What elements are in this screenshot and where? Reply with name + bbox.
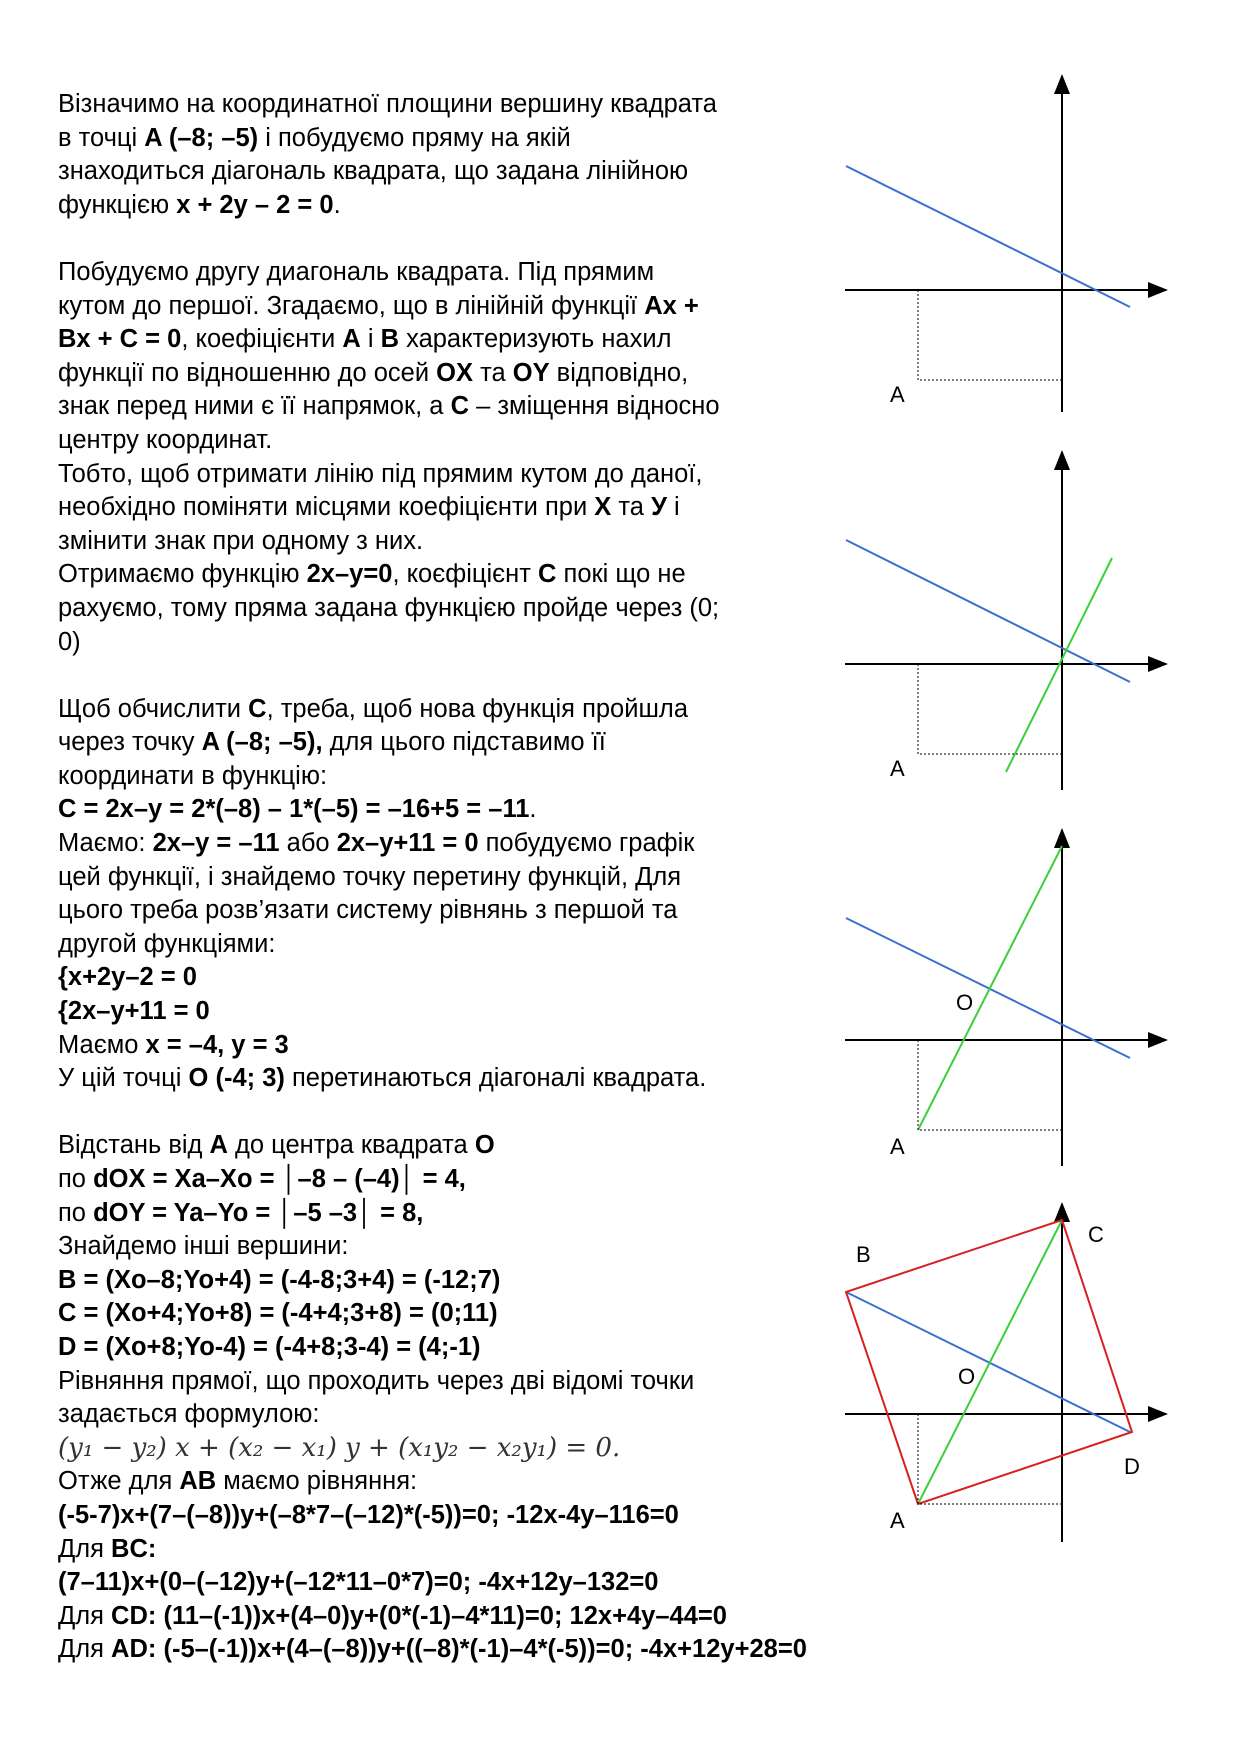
label-a: A: [890, 1134, 905, 1159]
diagonal-blue-line: [846, 166, 1130, 307]
text-line: Для AD: (-5–(-1))x+(4–(–8))y+((–8)*(-1)–4*(-5))=0; -4x+12y+28=0: [58, 1635, 807, 1664]
diagram-3: [845, 830, 1166, 1166]
text-line: по dOX = Xa–Xo = │–8 – (–4)│ = 4,: [58, 1165, 466, 1193]
text-line: C = 2x–y = 2*(–8) – 1*(–5) = –16+5 = –11.: [58, 795, 537, 824]
label-b: B: [856, 1242, 871, 1267]
text-line: задається формулою:: [58, 1400, 320, 1429]
text-line: цей функції, і знайдемо точку перетину функцій, Для: [58, 862, 682, 891]
text-line: Отримаємо функцію 2x–y=0, коєфіцієнт C покі що не: [58, 560, 686, 589]
label-a: A: [890, 382, 905, 407]
text-line: знак перед ними є її напрямок, а C – зміщення відносно: [58, 392, 720, 421]
text-line: Bx + C = 0, коефіцієнти A і B характеризують нахил: [58, 325, 672, 354]
text-line: Знайдемо інші вершини:: [58, 1232, 349, 1261]
text-line: D = (Xo+8;Yo-4) = (-4+8;3-4) = (4;-1): [58, 1332, 481, 1361]
projection-dotted: [918, 664, 1062, 754]
text-line: Для BC:: [58, 1534, 157, 1563]
text-line: Маємо x = –4, y = 3: [58, 1030, 289, 1059]
text-line: (7–11)x+(0–(–12)y+(–12*11–0*7)=0; -4x+12y–132=0: [58, 1568, 659, 1597]
text-line: центру координат.: [58, 425, 273, 454]
text-line: другой функціями:: [58, 929, 276, 958]
diagram-1: [845, 76, 1166, 412]
projection-dotted: [918, 290, 1062, 380]
text-line: рахуємо, тому пряма задана функцією пройде через (0;: [58, 593, 720, 622]
diagonal-blue-line: [846, 918, 1130, 1058]
diagonal-blue-line: [846, 540, 1130, 682]
text-line: знаходиться діагональ квадрата, що задана лінійною: [58, 157, 689, 186]
text-line: 0): [58, 627, 81, 656]
text-line: функції по відношенню до осей OX та OY відповідно,: [58, 358, 689, 387]
label-a: A: [890, 756, 905, 781]
text-line: Візначимо на координатної площини вершину квадрата: [58, 90, 717, 118]
label-o: O: [958, 1364, 976, 1389]
diagonal-green-line: [918, 846, 1062, 1130]
text-line: B = (Xo–8;Yo+4) = (-4-8;3+4) = (-12;7): [58, 1265, 501, 1294]
projection-dotted: [918, 1414, 1062, 1504]
diagonal-blue-line: [846, 1292, 1130, 1432]
text-line: Маємо: 2x–y = –11 або 2x–y+11 = 0 побудуємо графік: [58, 829, 695, 858]
label-a: A: [890, 1508, 905, 1533]
label-c: C: [1088, 1222, 1104, 1247]
text-line: в точці A (–8; –5) і побудуємо пряму на якій: [58, 123, 571, 152]
diagram-4: [845, 1204, 1166, 1542]
label-o: O: [956, 990, 974, 1015]
text-line: кутом до першої. Згадаємо, що в лінійній функції Ax +: [58, 291, 699, 320]
text-line: Тобто, щоб отримати лінію під прямим кутом до даної,: [58, 459, 703, 488]
text-line: координати в функцію:: [58, 761, 328, 790]
diagram-2: [845, 452, 1166, 790]
text-line: по dOY = Ya–Yo = │–5 –3│ = 8,: [58, 1198, 424, 1227]
text-line: Для CD: (11–(-1))x+(4–0)y+(0*(-1)–4*11)=0; 12x+4y–44=0: [58, 1601, 727, 1630]
text-line: Рівняння прямої, що проходить через дві відомі точки: [58, 1366, 695, 1395]
text-line: Отже для AB маємо рівняння:: [58, 1467, 418, 1496]
text-line: Відстань від A до центра квадрата O: [58, 1131, 495, 1160]
text-line: (-5-7)x+(7–(–8))y+(–8*7–(–12)*(-5))=0; -12x-4y–116=0: [58, 1500, 679, 1529]
text-line: необхідно поміняти місцями коефіцієнти при X та У і: [58, 493, 680, 522]
label-d: D: [1124, 1454, 1140, 1479]
text-line: через точку A (–8; –5), для цього підставимо її: [58, 728, 606, 757]
text-line: змінити знак при одному з них.: [58, 526, 424, 555]
text-line: цього треба розв’язати систему рівнянь з першой та: [58, 896, 678, 925]
text-line: Щоб обчислити C, треба, щоб нова функція пройшла: [58, 694, 688, 723]
text-line: {x+2y–2 = 0: [58, 963, 197, 992]
text-line: {2x–y+11 = 0: [58, 997, 210, 1026]
text-line: функцією x + 2y – 2 = 0.: [58, 190, 341, 219]
text-line: Побудуємо другу диагональ квадрата. Під прямим: [58, 257, 655, 286]
text-line: C = (Xo+4;Yo+8) = (-4+4;3+8) = (0;11): [58, 1299, 498, 1328]
projection-dotted: [918, 1040, 1062, 1130]
line-equation-formula: (y₁ − y₂) x + (x₂ − x₁) y + (x₁y₂ − x₂y₁) = 0.: [58, 1432, 621, 1463]
text-line: У цій точці O (-4; 3) перетинаються діагоналі квадрата.: [58, 1064, 707, 1093]
diagonal-green-line: [918, 1220, 1062, 1504]
